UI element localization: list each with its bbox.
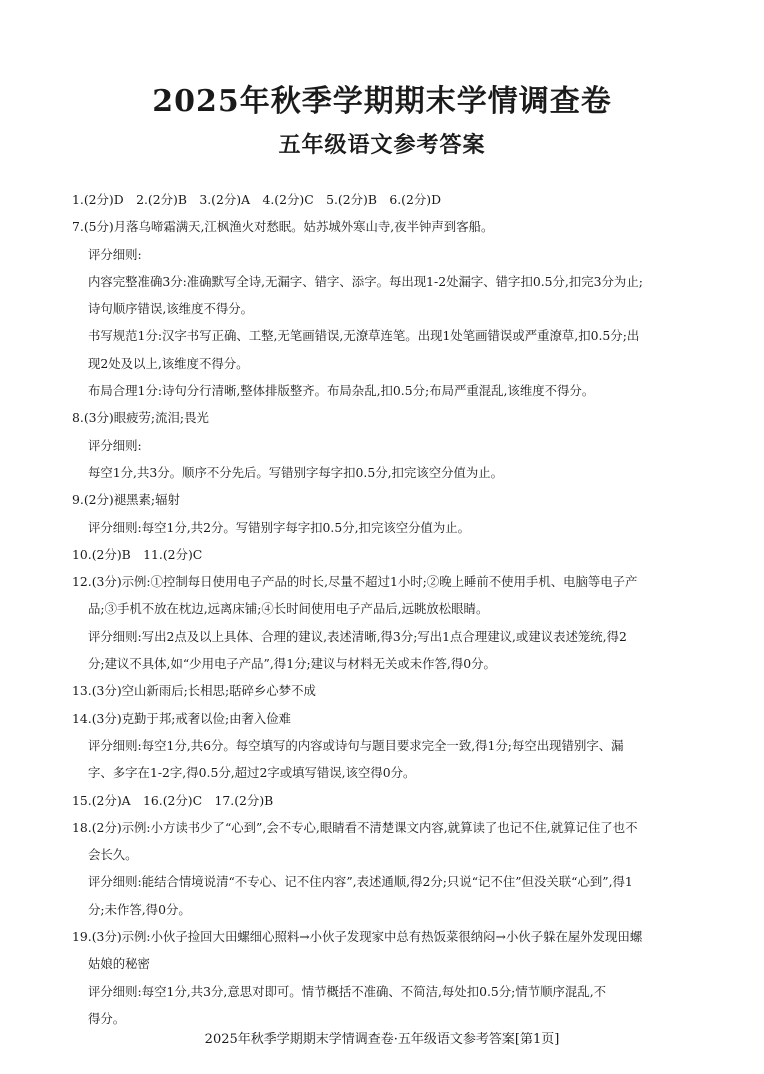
answer-line: 9.(2分)褪黑素;辐射 [72,492,180,508]
answer-line: 姑娘的秘密 [88,956,150,972]
answer-line: 14.(3分)克勤于邦;戒奢以俭;由奢入俭难 [72,710,292,726]
answer-line: 分;未作答,得0分。 [88,901,191,917]
answer-line: 评分细则: [88,437,142,453]
answer-line: 18.(2分)示例:小方读书少了“心到”,会不专心,眼睛看不清楚课文内容,就算读了也记不住,就算记住了也不 [72,819,638,835]
answer-line: 1.(2分)D 2.(2分)B 3.(2分)A 4.(2分)C 5.(2分)B 6.(2分)D [72,192,442,207]
answer-line: 字、多字在1-2字,得0.5分,超过2字或填写错误,该空得0分。 [88,765,416,781]
answer-line: 15.(2分)A 16.(2分)C 17.(2分)B [72,792,274,808]
answer-line: 得分。 [88,1010,126,1026]
answer-line: 布局合理1分:诗句分行清晰,整体排版整齐。布局杂乱,扣0.5分;布局严重混乱,该维度不得分。 [88,383,595,399]
answer-line: 分;建议不具体,如“少用电子产品”,得1分;建议与材料无关或未作答,得0分。 [88,656,496,672]
answer-line: 书写规范1分:汉字书写正确、工整,无笔画错误,无潦草连笔。出现1处笔画错误或严重潦草,扣0.5分;出 [88,328,640,344]
page-subtitle: 五年级语文参考答案 [278,132,486,158]
answer-line: 8.(3分)眼疲劳;流泪;畏光 [72,410,209,426]
answer-line: 评分细则:每空1分,共3分,意思对即可。情节概括不准确、不简洁,每处扣0.5分;情节顺序混乱,不 [88,983,607,999]
answer-line: 会长久。 [88,847,138,863]
answer-line: 诗句顺序错误,该维度不得分。 [88,301,254,317]
answer-line: 13.(3分)空山新雨后;长相思;聒碎乡心梦不成 [72,683,316,699]
answer-line: 评分细则:写出2点及以上具体、合理的建议,表述清晰,得3分;写出1点合理建议,或建议表述笼统,得2 [88,628,627,644]
answer-line: 19.(3分)示例:小伙子捡回大田螺细心照料→小伙子发现家中总有热饭菜很纳闷→小伙子躲在屋外发现田螺 [72,929,643,945]
answer-content [72,186,704,1032]
answer-line: 内容完整准确3分:准确默写全诗,无漏字、错字、添字。每出现1-2处漏字、错字扣0.5分,扣完3分为止; [88,273,643,289]
answer-line: 10.(2分)B 11.(2分)C [72,546,203,562]
page-title: 2025年秋季学期期末学情调查卷 [152,84,612,119]
answer-line: 7.(5分)月落乌啼霜满天,江枫渔火对愁眠。姑苏城外寒山寺,夜半钟声到客船。 [72,219,494,235]
page-footer: 2025年秋季学期期末学情调查卷·五年级语文参考答案[第1页] [204,1032,560,1047]
answer-line: 12.(3分)示例:①控制每日使用电子产品的时长,尽量不超过1小时;②晚上睡前不使用手机、电脑等电子产 [72,574,638,590]
answer-line: 评分细则:每空1分,共2分。写错别字每字扣0.5分,扣完该空分值为止。 [88,519,471,535]
answer-line: 评分细则: [88,246,142,262]
answer-line: 现2处及以上,该维度不得分。 [88,355,249,371]
answer-line: 评分细则:每空1分,共6分。每空填写的内容或诗句与题目要求完全一致,得1分;每空出现错别字、漏 [88,737,624,753]
answer-line: 评分细则:能结合情境说清“不专心、记不住内容”,表述通顺,得2分;只说“记不住”但没关联“心到”,得1 [88,874,633,890]
answer-line: 品;③手机不放在枕边,远离床铺;④长时间使用电子产品后,远眺放松眼睛。 [88,601,489,617]
answer-line: 每空1分,共3分。顺序不分先后。写错别字每字扣0.5分,扣完该空分值为止。 [88,464,504,480]
